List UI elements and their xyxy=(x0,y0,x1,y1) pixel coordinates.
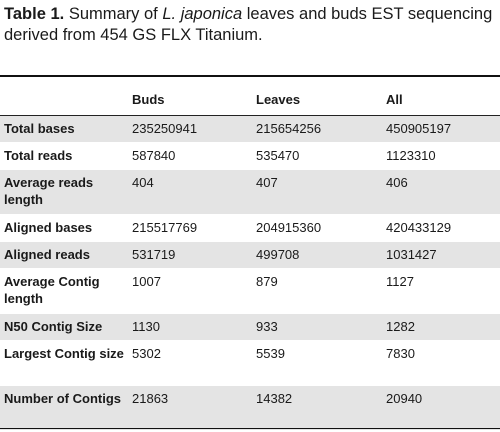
cell-buds: 404 xyxy=(128,169,252,214)
cell-all: 1282 xyxy=(382,313,500,340)
header-cell-all: All xyxy=(382,85,500,115)
cell-leaves: 933 xyxy=(252,313,382,340)
cell-leaves: 499708 xyxy=(252,241,382,268)
row-label: Total bases xyxy=(0,115,128,142)
header-cell-buds: Buds xyxy=(128,85,252,115)
row-label: Aligned reads xyxy=(0,241,128,268)
caption-text-post: leaves and buds EST sequencing derived from 454 GS FLX Titanium. xyxy=(4,5,493,44)
cell-all: 1031427 xyxy=(382,241,500,268)
cell-leaves: 535470 xyxy=(256,147,300,163)
table-row xyxy=(0,313,500,340)
table-bottom-rule xyxy=(0,428,500,429)
table-top-rule xyxy=(0,75,500,77)
table-row xyxy=(0,268,500,313)
table-caption xyxy=(4,4,496,46)
cell-buds: 235250941 xyxy=(128,115,252,142)
row-label: Average reads length xyxy=(0,169,128,214)
row-label: Number of Contigs xyxy=(0,385,128,430)
cell-all: 420433129 xyxy=(386,219,452,235)
cell-all: 1123310 xyxy=(386,147,436,163)
cell-buds: 215517769 xyxy=(132,219,198,235)
header-cell-leaves: Leaves xyxy=(252,85,382,115)
cell-leaves: 14382 xyxy=(252,385,382,430)
cell-leaves: 215654256 xyxy=(252,115,382,142)
summary-table xyxy=(0,85,500,431)
cell-leaves: 407 xyxy=(252,169,382,214)
cell-leaves: 879 xyxy=(256,273,278,289)
cell-all: 7830 xyxy=(386,345,415,361)
caption-species: L. japonica xyxy=(162,5,243,23)
cell-leaves: 5539 xyxy=(256,345,285,361)
header-cell-empty xyxy=(0,85,128,115)
cell-all: 1127 xyxy=(386,273,414,289)
table-row xyxy=(0,214,500,241)
row-label: Total reads xyxy=(4,147,73,163)
cell-buds: 5302 xyxy=(132,345,161,361)
row-label: Largest Contig size xyxy=(4,345,124,361)
cell-buds: 21863 xyxy=(128,385,252,430)
header-row xyxy=(0,85,500,115)
cell-leaves: 204915360 xyxy=(256,219,322,235)
table-row xyxy=(0,169,500,214)
table-row xyxy=(0,115,500,142)
cell-all: 406 xyxy=(382,169,500,214)
cell-all: 20940 xyxy=(382,385,500,430)
row-label: Aligned bases xyxy=(4,219,93,235)
cell-buds: 587840 xyxy=(132,147,176,163)
cell-buds: 1007 xyxy=(132,273,161,289)
row-label: N50 Contig Size xyxy=(0,313,128,340)
cell-buds: 531719 xyxy=(128,241,252,268)
cell-all: 450905197 xyxy=(382,115,500,142)
table-row xyxy=(0,385,500,430)
table-row xyxy=(0,142,500,169)
cell-buds: 1130 xyxy=(128,313,252,340)
caption-text-pre: Summary of xyxy=(68,5,163,23)
table-row xyxy=(0,241,500,268)
row-label: Average Contig length xyxy=(4,273,100,306)
table-label: Table 1. xyxy=(4,5,65,23)
table-row xyxy=(0,340,500,385)
